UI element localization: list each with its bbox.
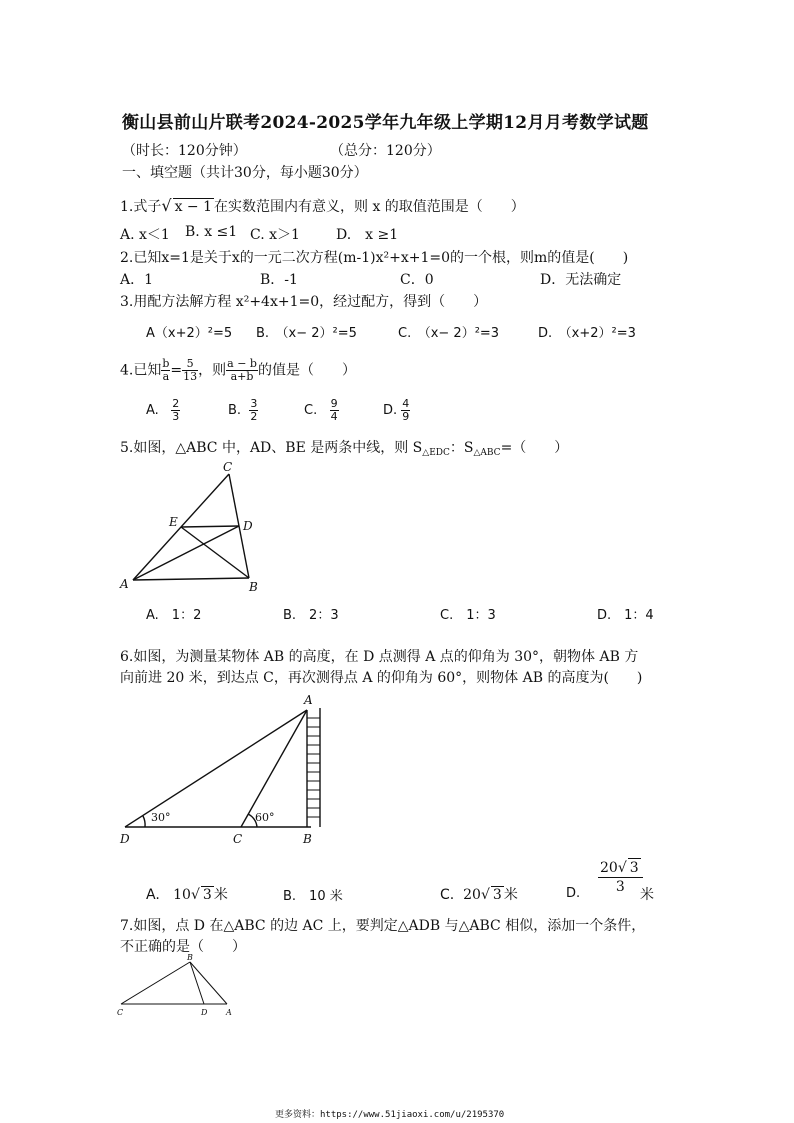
label-a: A	[120, 577, 129, 591]
q2-option-a: A．1	[120, 272, 154, 288]
q2-option-d: D．无法确定	[540, 272, 622, 288]
q4-prefix: 4.已知	[120, 362, 162, 379]
footer-link[interactable]: 更多资料：https://www.51jiaoxi.com/u/2195370	[275, 1110, 505, 1120]
question-7-line2: 不正确的是（ ）	[120, 939, 246, 955]
question-3: 3.用配方法解方程 x²+4x+1=0，经过配方，得到（ ）	[120, 294, 488, 310]
label-d: D	[201, 1008, 208, 1017]
question-2: 2.已知x=1是关于x的一元二次方程(m-1)x²+x+1=0的一个根，则m的值是( )	[120, 250, 629, 266]
label-b: B	[187, 953, 193, 962]
q1-suffix: 在实数范围内有意义，则 x 的取值范围是（ ）	[214, 199, 525, 215]
angle-arc-30	[143, 816, 145, 827]
q4-given-fraction: $\frac{b}{a}$	[162, 357, 170, 383]
q4-option-b: B. $\frac{3}{2}$	[228, 397, 258, 423]
sight-line-c	[241, 710, 307, 827]
exam-time: （时长：120分钟）	[122, 143, 247, 159]
q7-triangle-figure	[112, 952, 242, 1020]
median-ad	[133, 526, 239, 580]
q6-option-b: B. 10 米	[283, 889, 343, 904]
q2-option-c: C．0	[400, 272, 434, 288]
q4-expression: $\frac{a - b}{a+b}$	[227, 357, 257, 383]
exam-total: （总分：120分）	[330, 143, 441, 159]
q3-option-d: D. （x+2）²=3	[538, 326, 636, 341]
question-6-line2: 向前进 20 米，到达点 C，再次测得点 A 的仰角为 60°，则物体 AB 的高度为( )	[120, 670, 643, 686]
label-c: C	[117, 1008, 124, 1017]
q4-given-value: $\frac{5}{13}$	[183, 357, 198, 383]
segment-ed	[181, 526, 239, 527]
q4-option-c: C. $\frac{9}{4}$	[304, 397, 338, 423]
angle-label-60: 60°	[255, 811, 275, 824]
q5-sub-abc: △ABC	[473, 448, 501, 458]
q4-option-a: A. $\frac{2}{3}$	[146, 397, 180, 423]
label-c: C	[223, 460, 233, 474]
q6-option-d-unit: 米	[640, 887, 654, 903]
q6-height-figure	[115, 690, 335, 850]
q1-option-d: D. x ≥1	[336, 227, 399, 243]
question-7-line1: 7.如图，点 D 在△ABC 的边 AC 上，要判定△ADB 与△ABC 相似，添加一个条件，	[120, 918, 646, 934]
label-b: B	[303, 832, 312, 846]
sight-line-d	[125, 710, 307, 827]
ladder-rungs	[307, 718, 320, 817]
segment-bd	[190, 962, 204, 1004]
q1-radicand: x − 1	[174, 199, 212, 215]
q6-option-a: A. 10√ 3 米	[146, 887, 228, 903]
q5-option-c: C. 1：3	[440, 608, 496, 623]
q5-triangle-figure	[115, 458, 265, 593]
q3-option-a: A（x+2）²=5	[146, 326, 233, 341]
median-be	[181, 527, 249, 578]
q4-option-d: D. $\frac{4}{9}$	[383, 397, 410, 423]
label-a: A	[226, 1008, 232, 1017]
question-4: 4.已知 $\frac{b}{a}$ = $\frac{5}{13}$ ，则 $\frac{a - b}{a+b}$ 的值是（ ）	[120, 357, 356, 383]
question-1: 1.式子√ x − 1 在实数范围内有意义，则 x 的取值范围是（ ）	[120, 196, 525, 215]
q6-option-c: C. 20√ 3 米	[440, 887, 518, 903]
q3-option-b: B. （x− 2）²=5	[256, 326, 357, 341]
q6-option-d-fraction: 20√ 3 3	[598, 858, 643, 896]
page-title: 衡山县前山片联考2024-2025学年九年级上学期12月月考数学试题	[122, 113, 649, 133]
q6-option-d-label: D.	[566, 886, 581, 901]
q5-option-d: D. 1：4	[597, 608, 654, 623]
q1-option-a: A. x＜1	[120, 227, 170, 243]
section-heading: 一、填空题（共计30分，每小题30分）	[122, 165, 368, 181]
q2-option-b: B．-1	[260, 272, 298, 288]
q1-option-c: C. x＞1	[250, 227, 300, 243]
q4-mid: ，则	[198, 362, 227, 379]
side-cb	[121, 962, 190, 1004]
question-5: 5.如图，△ABC 中，AD、BE 是两条中线，则 $S_{\triangle EDC}$：$S_{\triangle ABC}=$（ ）	[120, 440, 569, 458]
q5-sub-edc: △EDC	[422, 448, 450, 458]
label-e: E	[169, 515, 178, 529]
angle-label-30: 30°	[151, 811, 171, 824]
side-ab	[133, 578, 249, 580]
side-ba	[190, 962, 227, 1004]
label-a: A	[304, 693, 313, 707]
q1-prefix: 1.式子	[120, 199, 162, 215]
label-b: B	[249, 580, 258, 593]
q1-option-b: B. x ≤1	[185, 224, 238, 240]
label-c: C	[233, 832, 243, 846]
q4-suffix: 的值是（ ）	[257, 362, 356, 379]
label-d: D	[243, 519, 253, 533]
q3-option-c: C. （x− 2）²=3	[398, 326, 500, 341]
question-6-line1: 6.如图，为测量某物体 AB 的高度，在 D 点测得 A 点的仰角为 30°，朝物体 AB 方	[120, 649, 639, 665]
q5-option-a: A. 1：2	[146, 608, 202, 623]
q5-option-b: B. 2：3	[283, 608, 339, 623]
label-d: D	[120, 832, 130, 846]
